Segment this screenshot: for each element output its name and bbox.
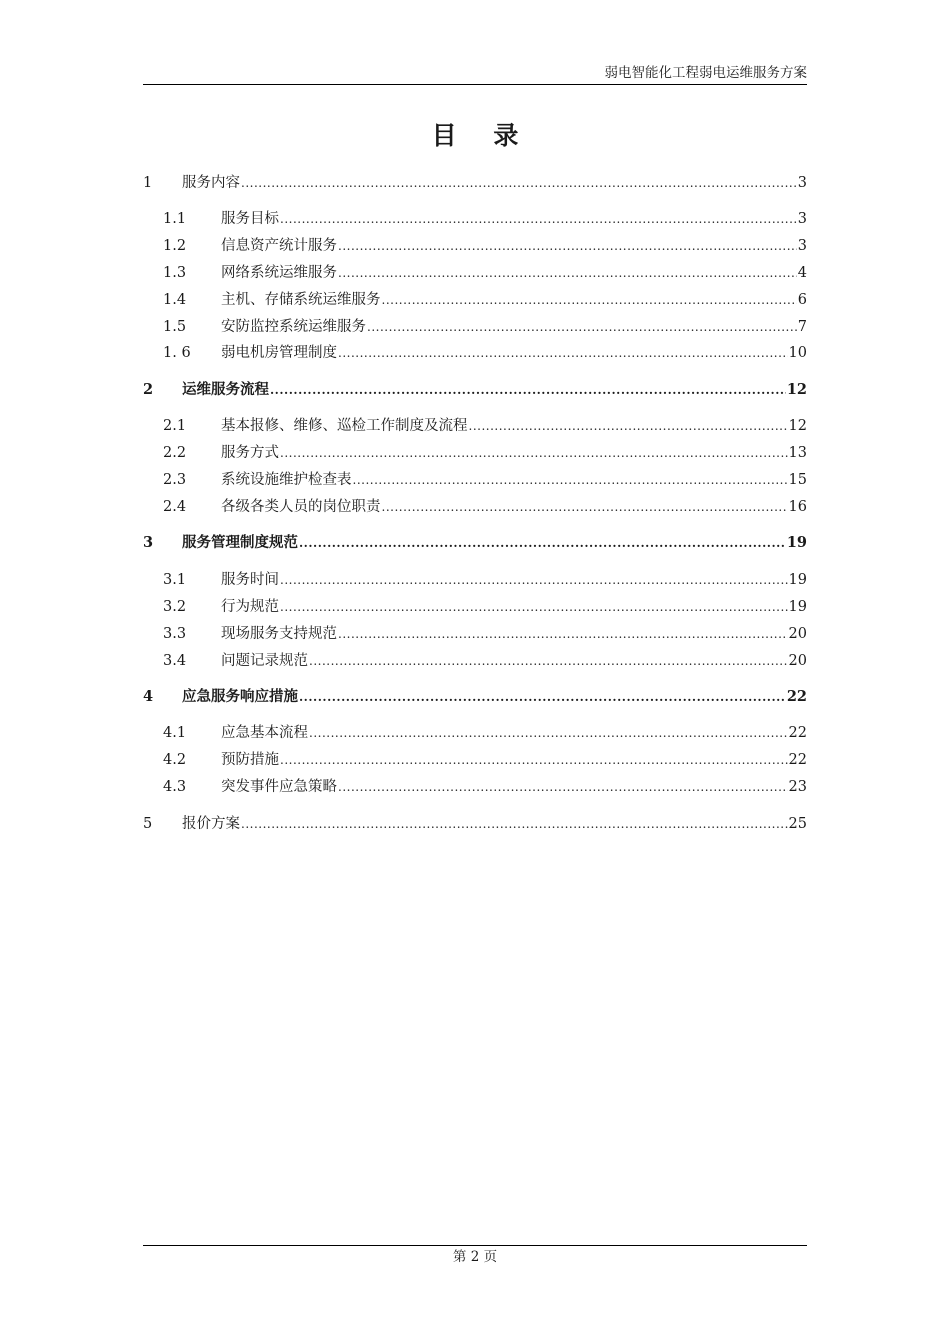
toc-entry-page: 10 [788,345,807,361]
toc-entry-title: 应急服务响应措施 [182,688,298,705]
toc-entry-number: 4.2 [163,752,187,768]
toc-entry-number: 4.3 [163,779,187,795]
toc-entry[interactable] [143,570,807,590]
toc-entry-title: 信息资产统计服务 [221,238,337,254]
toc-entry-page: 22 [788,725,807,741]
toc-entry-page: 4 [797,265,807,281]
toc-dot-leader [241,173,797,193]
toc-dot-leader [338,263,797,283]
toc-entry-page: 22 [786,688,807,705]
toc-entry-page: 19 [788,599,807,615]
toc-entry-title: 服务时间 [221,572,279,588]
toc-entry[interactable] [143,290,807,310]
toc-entry[interactable] [143,470,807,490]
toc-entry-page: 19 [788,572,807,588]
toc-entry[interactable] [143,380,807,400]
toc-entry[interactable] [143,443,807,463]
toc-entry-number: 2 [143,381,154,398]
toc-entry[interactable] [143,416,807,436]
toc-entry-title: 弱电机房管理制度 [221,345,337,361]
toc-entry-number: 1. 6 [163,345,191,361]
page-number: 第 2 页 [452,1249,498,1265]
toc-entry[interactable] [143,236,807,256]
toc-entry[interactable] [143,777,807,797]
toc-entry-number: 1 [143,175,153,191]
footer-divider [143,1245,807,1246]
toc-entry[interactable] [143,497,807,517]
toc-entry-page: 25 [788,816,807,832]
toc-entry-page: 3 [797,238,807,254]
toc-entry-number: 4.1 [163,725,187,741]
toc-entry-number: 3.4 [163,653,187,669]
toc-entry-number: 4 [143,688,154,705]
toc-entry-number: 2.2 [163,445,187,461]
toc-entry-page: 19 [786,534,807,551]
toc-dot-leader [280,750,788,770]
toc-dot-leader [382,290,797,310]
toc-entry-page: 3 [797,211,807,227]
header-divider [143,84,807,85]
toc-dot-leader [469,416,788,436]
toc-dot-leader [270,380,786,400]
toc-entry-title: 现场服务支持规范 [221,626,337,642]
toc-entry-number: 1.1 [163,211,187,227]
toc-entry-title: 突发事件应急策略 [221,779,337,795]
toc-entry-title: 系统设施维护检查表 [221,472,352,488]
toc-dot-leader [241,814,788,834]
toc-entry[interactable] [143,263,807,283]
toc-entry[interactable] [143,651,807,671]
toc-entry-title: 应急基本流程 [221,725,308,741]
toc-entry[interactable] [143,597,807,617]
toc-entry-number: 2.4 [163,499,187,515]
toc-dot-leader [280,597,788,617]
toc-entry-title: 网络系统运维服务 [221,265,337,281]
toc-entry-page: 20 [788,653,807,669]
toc-dot-leader [353,470,788,490]
toc-dot-leader [299,687,786,707]
toc-entry-title: 问题记录规范 [221,653,308,669]
toc-entry-number: 1.2 [163,238,187,254]
toc-dot-leader [382,497,788,517]
toc-entry-page: 6 [797,292,807,308]
toc-dot-leader [309,651,788,671]
toc-dot-leader [280,443,788,463]
toc-entry-number: 2.3 [163,472,187,488]
toc-dot-leader [338,777,788,797]
toc-dot-leader [309,723,788,743]
toc-entry-title: 报价方案 [182,816,240,832]
toc-entry-page: 13 [788,445,807,461]
toc-entry-number: 5 [143,816,153,832]
toc-entry-page: 12 [788,418,807,434]
toc-entry-title: 服务管理制度规范 [182,534,298,551]
toc-entry-page: 23 [788,779,807,795]
toc-dot-leader [367,317,797,337]
toc-entry-page: 16 [788,499,807,515]
toc-entry-title: 服务方式 [221,445,279,461]
toc-entry-title: 各级各类人员的岗位职责 [221,499,381,515]
toc-entry-number: 1.4 [163,292,187,308]
toc-entry-number: 2.1 [163,418,187,434]
toc-entry-page: 20 [788,626,807,642]
toc-entry[interactable] [143,814,807,834]
toc-entry-number: 3 [143,534,154,551]
toc-entry-page: 22 [788,752,807,768]
toc-entry-title: 基本报修、维修、巡检工作制度及流程 [221,418,468,434]
toc-entry-number: 1.5 [163,319,187,335]
toc-dot-leader [280,570,788,590]
toc-entry-title: 安防监控系统运维服务 [221,319,366,335]
toc-entry-number: 3.1 [163,572,187,588]
toc-entry-title: 主机、存储系统运维服务 [221,292,381,308]
toc-entry-title: 预防措施 [221,752,279,768]
toc-entry[interactable] [143,750,807,770]
toc-entry[interactable] [143,533,807,553]
toc-entry-number: 3.3 [163,626,187,642]
toc-entry-title: 行为规范 [221,599,279,615]
toc-entry[interactable] [143,343,807,363]
toc-entry[interactable] [143,624,807,644]
toc-dot-leader [338,624,788,644]
toc-entry[interactable] [143,723,807,743]
toc-entry-page: 12 [786,381,807,398]
toc-dot-leader [299,533,786,553]
toc-entry[interactable] [143,209,807,229]
toc-entry-number: 1.3 [163,265,187,281]
toc-entry-number: 3.2 [163,599,187,615]
toc-dot-leader [338,343,788,363]
toc-entry-title: 运维服务流程 [182,381,269,398]
toc-entry[interactable] [143,317,807,337]
toc-entry-page: 3 [797,175,807,191]
toc-entry-title: 服务目标 [221,211,279,227]
toc-entry-page: 7 [797,319,807,335]
page-header: 弱电智能化工程弱电运维服务方案 [604,65,807,81]
toc-entry-title: 服务内容 [182,175,240,191]
toc-dot-leader [338,236,797,256]
toc-entry[interactable] [143,687,807,707]
toc-entry[interactable] [143,173,807,193]
toc-dot-leader [280,209,797,229]
toc-entry-page: 15 [788,472,807,488]
toc-title: 目 录 [431,121,533,150]
